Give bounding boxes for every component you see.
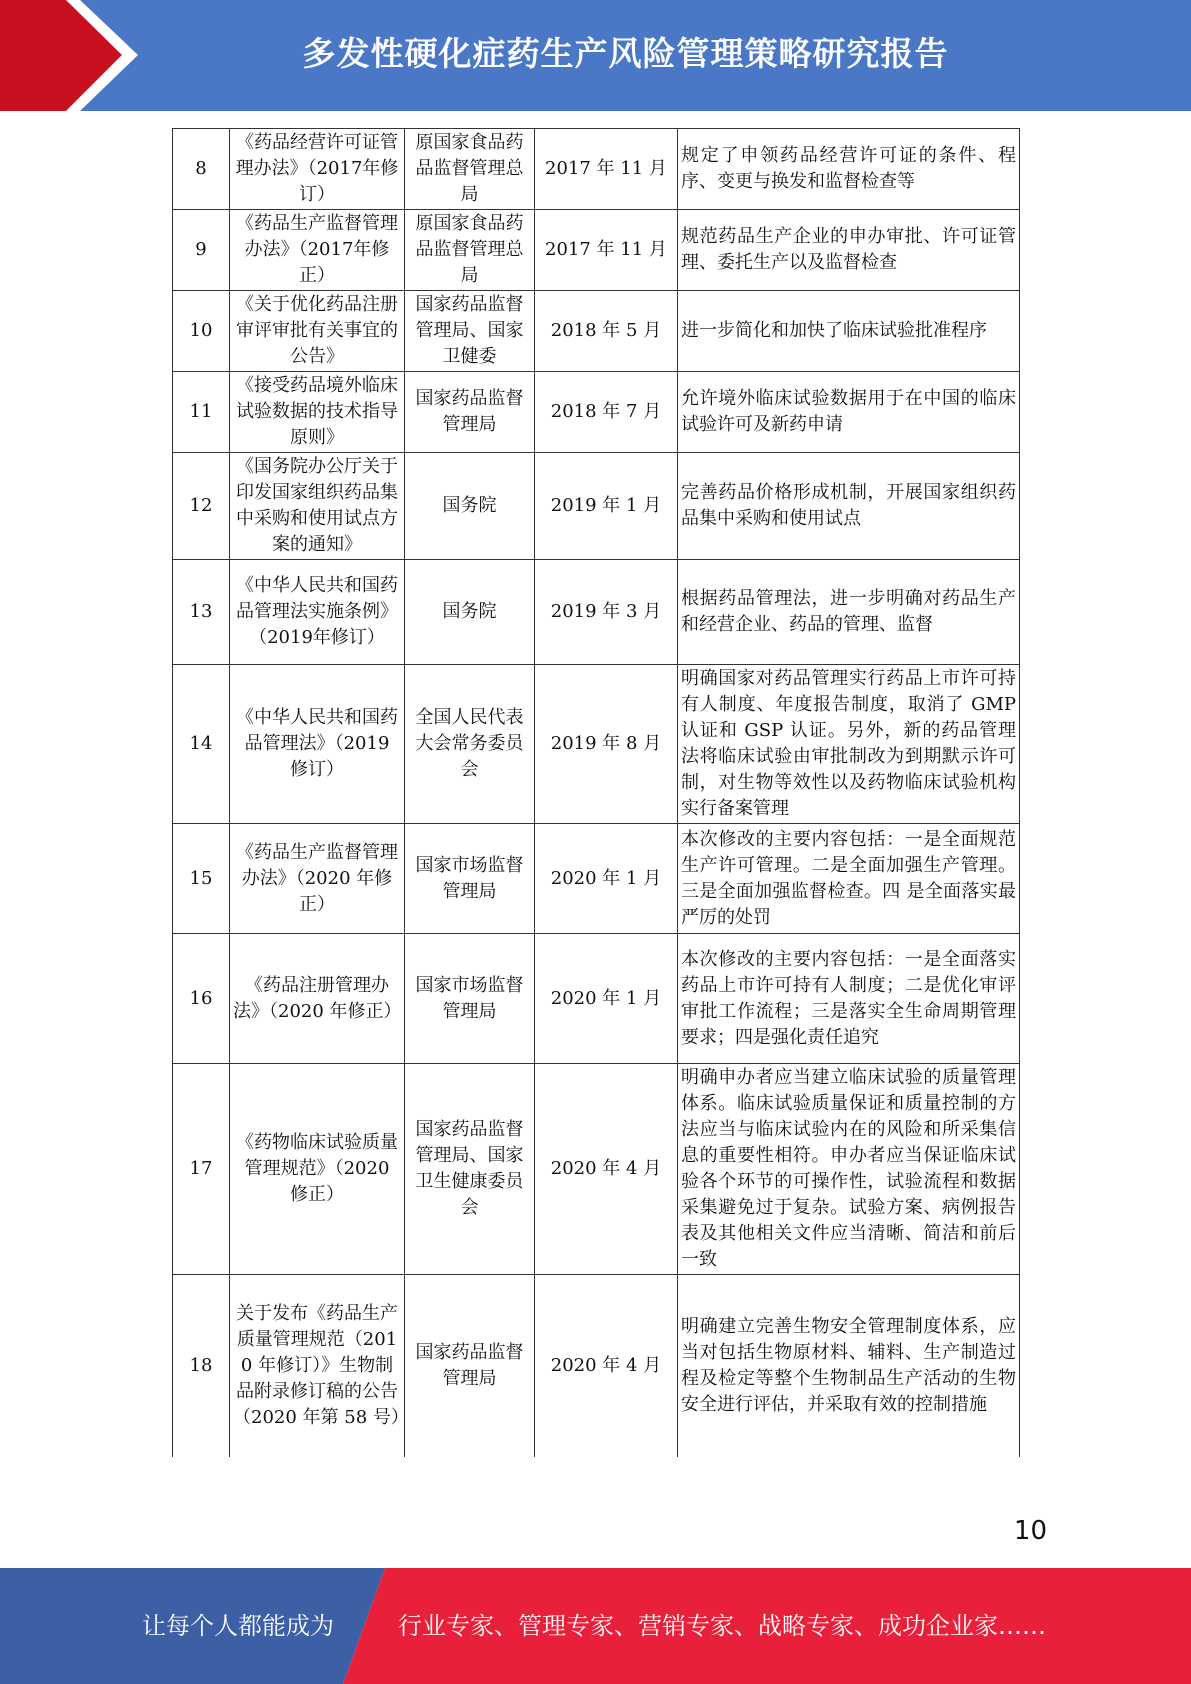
row-number: 8 xyxy=(173,129,230,210)
table-row xyxy=(173,129,1020,210)
regulation-name: 关于发布《药品生产质量管理规范（2010 年修订）》生物制品附录修订稿的公告（2020 年第 58 号） xyxy=(230,1275,405,1457)
regulation-description: 本次修改的主要内容包括：一是全面落实药品上市许可持有人制度；二是优化审评审批工作流程；三是落实全生命周期管理要求；四是强化责任追究 xyxy=(678,934,1020,1064)
table-row xyxy=(173,560,1020,665)
regulation-name: 《中华人民共和国药品管理法实施条例》（2019年修订） xyxy=(230,560,405,665)
issue-date: 2019 年 3 月 xyxy=(535,560,678,665)
regulation-name: 《药品经营许可证管理办法》（2017年修订） xyxy=(230,129,405,210)
regulation-description: 规定了申领药品经营许可证的条件、程序、变更与换发和监督检查等 xyxy=(678,129,1020,210)
issue-date: 2017 年 11 月 xyxy=(535,129,678,210)
regulation-name: 《药物临床试验质量管理规范》（2020 修正） xyxy=(230,1064,405,1275)
regulation-name: 《国务院办公厅关于印发国家组织药品集中采购和使用试点方案的通知》 xyxy=(230,453,405,560)
issuing-authority: 国务院 xyxy=(405,453,535,560)
header-chevron-decoration xyxy=(0,0,148,111)
regulation-description: 规范药品生产企业的申办审批、许可证管理、委托生产以及监督检查 xyxy=(678,210,1020,291)
page-title: 多发性硬化症药生产风险管理策略研究报告 xyxy=(302,34,949,73)
regulation-name: 《药品生产监督管理办法》（2020 年修正） xyxy=(230,824,405,934)
regulation-name: 《药品注册管理办法》（2020 年修正） xyxy=(230,934,405,1064)
row-number: 11 xyxy=(173,372,230,453)
issue-date: 2019 年 1 月 xyxy=(535,453,678,560)
row-number: 12 xyxy=(173,453,230,560)
issuing-authority: 原国家食品药品监督管理总局 xyxy=(405,210,535,291)
issue-date: 2018 年 5 月 xyxy=(535,291,678,372)
issue-date: 2019 年 8 月 xyxy=(535,665,678,824)
issuing-authority: 国家药品监督管理局、国家卫生健康委员会 xyxy=(405,1064,535,1275)
table-row xyxy=(173,453,1020,560)
issuing-authority: 原国家食品药品监督管理总局 xyxy=(405,129,535,210)
row-number: 13 xyxy=(173,560,230,665)
regulation-description: 根据药品管理法，进一步明确对药品生产和经营企业、药品的管理、监督 xyxy=(678,560,1020,665)
row-number: 9 xyxy=(173,210,230,291)
regulation-description: 进一步简化和加快了临床试验批准程序 xyxy=(678,291,1020,372)
regulation-name: 《关于优化药品注册审评审批有关事宜的公告》 xyxy=(230,291,405,372)
issue-date: 2018 年 7 月 xyxy=(535,372,678,453)
regulation-name: 《接受药品境外临床试验数据的技术指导原则》 xyxy=(230,372,405,453)
issuing-authority: 国家药品监督管理局、国家卫健委 xyxy=(405,291,535,372)
issuing-authority: 国家药品监督管理局 xyxy=(405,372,535,453)
issuing-authority: 国家市场监督管理局 xyxy=(405,824,535,934)
regulation-description: 明确国家对药品管理实行药品上市许可持有人制度、年度报告制度，取消了 GMP 认证和 GSP 认证。另外，新的药品管理法将临床试验由审批制改为到期默示许可制，对生物等效性以及药物临床试验机构实行备案管理 xyxy=(678,665,1020,824)
regulation-description: 允许境外临床试验数据用于在中国的临床试验许可及新药申请 xyxy=(678,372,1020,453)
regulation-description: 本次修改的主要内容包括：一是全面规范生产许可管理。二是全面加强生产管理。三是全面加强监督检查。四 是全面落实最严厉的处罚 xyxy=(678,824,1020,934)
issue-date: 2017 年 11 月 xyxy=(535,210,678,291)
page-footer xyxy=(0,1568,1191,1684)
regulation-name: 《中华人民共和国药品管理法》（2019 修订） xyxy=(230,665,405,824)
table-row xyxy=(173,210,1020,291)
table-row xyxy=(173,824,1020,934)
regulation-name: 《药品生产监督管理办法》（2017年修正） xyxy=(230,210,405,291)
issue-date: 2020 年 1 月 xyxy=(535,824,678,934)
row-number: 10 xyxy=(173,291,230,372)
regulation-description: 明确申办者应当建立临床试验的质量管理体系。临床试验质量保证和质量控制的方法应当与临床试验内在的风险和所采集信息的重要性相符。申办者应当保证临床试验各个环节的可操作性，试验流程和数据采集避免过于复杂。试验方案、病例报告表及其他相关文件应当清晰、简洁和前后一致 xyxy=(678,1064,1020,1275)
table-row xyxy=(173,665,1020,824)
issuing-authority: 国家药品监督管理局 xyxy=(405,1275,535,1457)
row-number: 16 xyxy=(173,934,230,1064)
row-number: 17 xyxy=(173,1064,230,1275)
table-row xyxy=(173,934,1020,1064)
regulation-description: 明确建立完善生物安全管理制度体系，应当对包括生物原材料、辅料、生产制造过程及检定等整个生物制品生产活动的生物安全进行评估，并采取有效的控制措施 xyxy=(678,1275,1020,1457)
page-header xyxy=(0,0,1191,111)
table-row xyxy=(173,291,1020,372)
issue-date: 2020 年 4 月 xyxy=(535,1064,678,1275)
page-number: 10 xyxy=(1013,1516,1047,1546)
issuing-authority: 国家市场监督管理局 xyxy=(405,934,535,1064)
regulation-table xyxy=(172,128,1020,1457)
table-row xyxy=(173,372,1020,453)
regulation-description: 完善药品价格形成机制，开展国家组织药品集中采购和使用试点 xyxy=(678,453,1020,560)
issue-date: 2020 年 4 月 xyxy=(535,1275,678,1457)
issue-date: 2020 年 1 月 xyxy=(535,934,678,1064)
table-row xyxy=(173,1064,1020,1275)
footer-slogan-right: 行业专家、管理专家、营销专家、战略专家、成功企业家…… xyxy=(398,1612,1046,1640)
table-row xyxy=(173,1275,1020,1457)
row-number: 14 xyxy=(173,665,230,824)
row-number: 15 xyxy=(173,824,230,934)
row-number: 18 xyxy=(173,1275,230,1457)
issuing-authority: 国务院 xyxy=(405,560,535,665)
issuing-authority: 全国人民代表大会常务委员会 xyxy=(405,665,535,824)
footer-slogan-left: 让每个人都能成为 xyxy=(142,1612,334,1640)
